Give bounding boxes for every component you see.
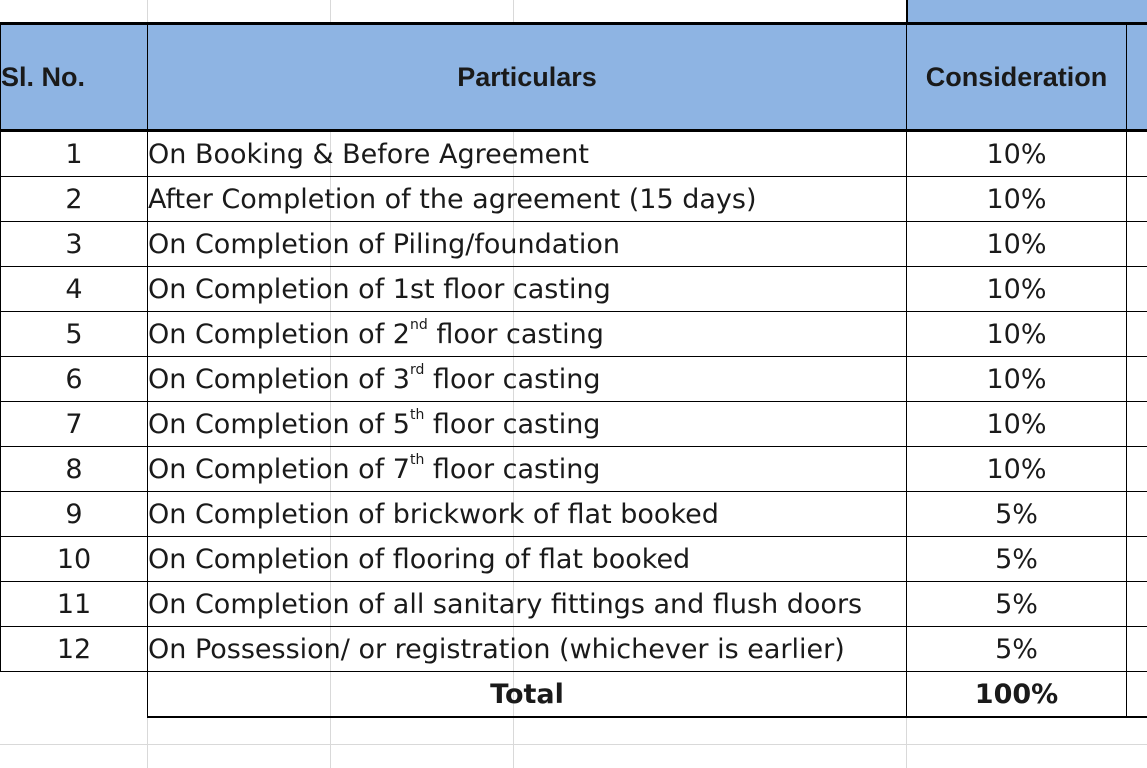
header-next-column[interactable] [1127,24,1147,131]
cell-sl-no-empty[interactable] [1,672,148,718]
cell-consideration[interactable]: 10% [907,357,1127,402]
cell-sl-no[interactable]: 5 [1,312,148,357]
table-row [1,537,1147,582]
cell-consideration[interactable]: 5% [907,492,1127,537]
cell-particulars[interactable]: On Completion of 5th floor casting [148,402,907,447]
cell-next-column[interactable] [1127,402,1147,447]
cell-particulars[interactable]: On Completion of brickwork of flat booked [148,492,907,537]
cell-sl-no[interactable]: 8 [1,447,148,492]
cell-particulars[interactable]: On Completion of all sanitary fittings and flush doors [148,582,907,627]
total-value[interactable]: 100% [907,672,1127,718]
cell-consideration[interactable]: 5% [907,627,1127,672]
table-row [1,402,1147,447]
cell-sl-no[interactable]: 6 [1,357,148,402]
cell-consideration[interactable]: 10% [907,312,1127,357]
cell-sl-no[interactable]: 10 [1,537,148,582]
cell-sl-no[interactable]: 12 [1,627,148,672]
cell-particulars[interactable]: On Completion of 7th floor casting [148,447,907,492]
cell-consideration[interactable]: 10% [907,222,1127,267]
cell-consideration[interactable]: 5% [907,537,1127,582]
cell-consideration[interactable]: 5% [907,582,1127,627]
cell-sl-no[interactable]: 3 [1,222,148,267]
cell-particulars[interactable]: On Booking & Before Agreement [148,131,907,177]
cell-particulars[interactable]: On Completion of 1st floor casting [148,267,907,312]
cell-consideration[interactable]: 10% [907,131,1127,177]
cell-next-column[interactable] [1127,177,1147,222]
cell-particulars[interactable]: After Completion of the agreement (15 days) [148,177,907,222]
table-row [1,131,1147,177]
cell-particulars[interactable]: On Possession/ or registration (whichever is earlier) [148,627,907,672]
cell-particulars[interactable]: On Completion of flooring of flat booked [148,537,907,582]
header-consideration[interactable]: Consideration [907,24,1127,131]
cell-next-column[interactable] [1127,447,1147,492]
cell-particulars[interactable]: On Completion of 3rd floor casting [148,357,907,402]
cell-consideration[interactable]: 10% [907,267,1127,312]
cell-next-column[interactable] [1127,537,1147,582]
table-row [1,267,1147,312]
table-row [1,312,1147,357]
total-label[interactable]: Total [148,672,907,718]
table-row [1,582,1147,627]
payment-schedule-table [0,22,1147,718]
cell-consideration[interactable]: 10% [907,402,1127,447]
cell-sl-no[interactable]: 7 [1,402,148,447]
cell-next-column[interactable] [1127,131,1147,177]
cell-next-column[interactable] [1127,627,1147,672]
cell-consideration[interactable]: 10% [907,447,1127,492]
cell-next-column[interactable] [1127,267,1147,312]
cell-next-column[interactable] [1127,312,1147,357]
cell-sl-no[interactable]: 1 [1,131,148,177]
cell-sl-no[interactable]: 11 [1,582,148,627]
header-band-above [906,0,1147,22]
total-row [1,672,1147,718]
cell-next-column[interactable] [1127,492,1147,537]
cell-next-column[interactable] [1127,357,1147,402]
header-row [1,24,1147,131]
table-row [1,177,1147,222]
cell-sl-no[interactable]: 2 [1,177,148,222]
table-row [1,492,1147,537]
cell-particulars[interactable]: On Completion of Piling/foundation [148,222,907,267]
header-particulars[interactable]: Particulars [148,24,907,131]
cell-next-column[interactable] [1127,222,1147,267]
cell-particulars[interactable]: On Completion of 2nd floor casting [148,312,907,357]
table-row [1,357,1147,402]
cell-next-column[interactable] [1127,582,1147,627]
table-row [1,222,1147,267]
header-sl-no[interactable]: Sl. No. [1,24,148,131]
cell-sl-no[interactable]: 4 [1,267,148,312]
cell-consideration[interactable]: 10% [907,177,1127,222]
table-row [1,627,1147,672]
cell-sl-no[interactable]: 9 [1,492,148,537]
cell-next-column[interactable] [1127,672,1147,718]
table-row [1,447,1147,492]
